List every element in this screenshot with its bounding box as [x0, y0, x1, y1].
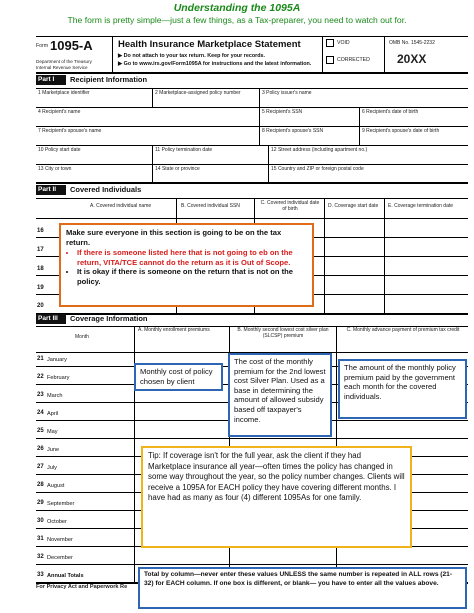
note-tip-partial-year: [141, 446, 412, 548]
month-row-number: 32: [37, 554, 44, 560]
field-2: 2 Marketplace-assigned policy number: [155, 90, 241, 96]
col-month: Month: [75, 334, 89, 340]
month-label: November: [47, 537, 73, 543]
corrected-checkbox[interactable]: [326, 56, 334, 64]
month-label: March: [47, 393, 63, 399]
form-number: 1095-A: [50, 38, 93, 53]
month-label: June: [47, 447, 60, 453]
month-row-number: 31: [37, 536, 44, 542]
note-column-b: [228, 353, 332, 437]
field-6: 6 Recipient's date of birth: [362, 109, 419, 115]
month-label: October: [47, 519, 67, 525]
covered-row-number: 16: [37, 228, 44, 234]
part3-title: Coverage Information: [70, 314, 148, 323]
covered-row-number: 17: [37, 247, 44, 253]
covered-row-number: 19: [37, 285, 44, 291]
page-title: Understanding the 1095A: [173, 2, 301, 14]
month-row-number: 26: [37, 446, 44, 452]
tax-year: 20XX: [397, 52, 427, 66]
note-tip-text: Tip: If coverage isn't for the full year, ask the client if they had Marketplace insurance all year—often times the policy has changed in some way throughout the year, so the policy number changes. Clients will receive a 1095A for EACH policy they have covering different months. I have had as many as four (4) different 1095As for one family.: [148, 451, 405, 503]
dept-treasury: Department of the Treasury: [36, 59, 92, 64]
field-15: 15 Country and ZIP or foreign postal code: [271, 166, 364, 172]
month-row-number: 25: [37, 428, 44, 434]
note-annual-totals: [138, 567, 467, 609]
form-instruction-2: ▶ Go to www.irs.gov/Form1095A for instructions and the latest information.: [118, 61, 312, 67]
covered-row-number: 18: [37, 266, 44, 272]
month-row-number: 21: [37, 356, 44, 362]
note-column-c-text: The amount of the monthly policy premium paid by the government each month for the covered individuals.: [344, 363, 456, 401]
note-column-c: [338, 359, 467, 419]
note-covered-bullet-ok: • It is okay if there is someone on the return that is not on the policy.: [77, 267, 307, 286]
omb-number: OMB No. 1545-2232: [389, 40, 435, 46]
note-covered-individuals: [59, 223, 314, 307]
month-label: July: [47, 465, 57, 471]
note-column-a: [134, 363, 223, 391]
field-9: 9 Recipient's spouse's date of birth: [362, 128, 440, 134]
month-label: Annual Totals: [47, 573, 84, 579]
dept-irs: Internal Revenue Service: [36, 65, 88, 70]
footer-privacy-act: For Privacy Act and Paperwork Re: [36, 584, 128, 590]
month-row-number: 30: [37, 518, 44, 524]
field-7: 7 Recipient's spouse's name: [38, 128, 102, 134]
part1-badge: Part I: [36, 75, 66, 85]
month-label: April: [47, 411, 59, 417]
field-12: 12 Street address (including apartment no.): [271, 147, 368, 153]
month-label: December: [47, 555, 73, 561]
month-label: May: [47, 429, 58, 435]
void-label: VOID: [337, 40, 350, 46]
field-3: 3 Policy issuer's name: [262, 90, 312, 96]
part3-badge: Part III: [36, 314, 66, 324]
note-covered-bullet-out-of-scope: • If there is someone listed here that is not going to eb on the return, VITA/TCE cannot do the return as it is Out of Scope.: [77, 248, 307, 267]
corrected-label: CORRECTED: [337, 57, 370, 63]
month-row-number: 27: [37, 464, 44, 470]
note-annual-totals-text: Total by column—never enter these values UNLESS the same number is repeated in ALL rows (21-32) for EACH column. If one box is different, or blank— you have to enter all the values above.: [144, 571, 453, 587]
month-row-number: 23: [37, 392, 44, 398]
part2-title: Covered Individuals: [70, 185, 142, 194]
month-label: September: [47, 501, 75, 507]
note-covered-heading: Make sure everyone in this section is going to be on the tax return.: [66, 228, 282, 247]
field-11: 11 Policy termination date: [155, 147, 213, 153]
month-row-number: 24: [37, 410, 44, 416]
col-covered-name: A. Covered individual name: [90, 203, 152, 209]
month-row-number: 28: [37, 482, 44, 488]
col-covered-ssn: B. Covered individual SSN: [181, 203, 240, 209]
form-label: Form: [36, 43, 49, 49]
month-label: February: [47, 375, 70, 381]
form-title: Health Insurance Marketplace Statement: [118, 39, 301, 50]
month-row-number: 22: [37, 374, 44, 380]
covered-row-number: 20: [37, 303, 44, 309]
col-coverage-start: D. Coverage start date: [328, 203, 379, 209]
field-5: 5 Recipient's SSN: [262, 109, 303, 115]
note-column-a-text: Monthly cost of policy chosen by client: [140, 367, 213, 386]
month-row-number: 29: [37, 500, 44, 506]
note-column-b-text: The cost of the monthly premium for the 2nd lowest cost Silver Plan. Used as a base in determining the amount of allowed subsidy based off taxpayer's income.: [234, 357, 326, 424]
col-enrollment-premiums: A. Monthly enrollment premiums: [138, 327, 210, 333]
part1-title: Recipient Information: [70, 75, 148, 84]
void-checkbox[interactable]: [326, 39, 334, 47]
col-advance-payment: C. Monthly advance payment of premium tax credit: [346, 327, 460, 333]
field-14: 14 State or province: [155, 166, 200, 172]
month-label: August: [47, 483, 65, 489]
field-8: 8 Recipient's spouse's SSN: [262, 128, 324, 134]
field-4: 4 Recipient's name: [38, 109, 81, 115]
col-covered-dob: C. Covered individual date of birth: [260, 200, 320, 212]
field-10: 10 Policy start date: [38, 147, 81, 153]
page-subtitle: The form is pretty simple—just a few things, as a Tax-preparer, you need to watch out for.: [67, 15, 407, 25]
form-instruction-1: ▶ Do not attach to your tax return. Keep for your records.: [118, 53, 266, 59]
col-slcsp-premium: B. Monthly second lowest cost silver plan (SLCSP) premium: [237, 327, 329, 339]
field-1: 1 Marketplace identifier: [38, 90, 90, 96]
col-coverage-end: E. Coverage termination date: [388, 203, 454, 209]
month-label: January: [47, 357, 67, 363]
part2-badge: Part II: [36, 185, 66, 195]
month-row-number: 33: [37, 572, 44, 578]
field-13: 13 City or town: [38, 166, 72, 172]
